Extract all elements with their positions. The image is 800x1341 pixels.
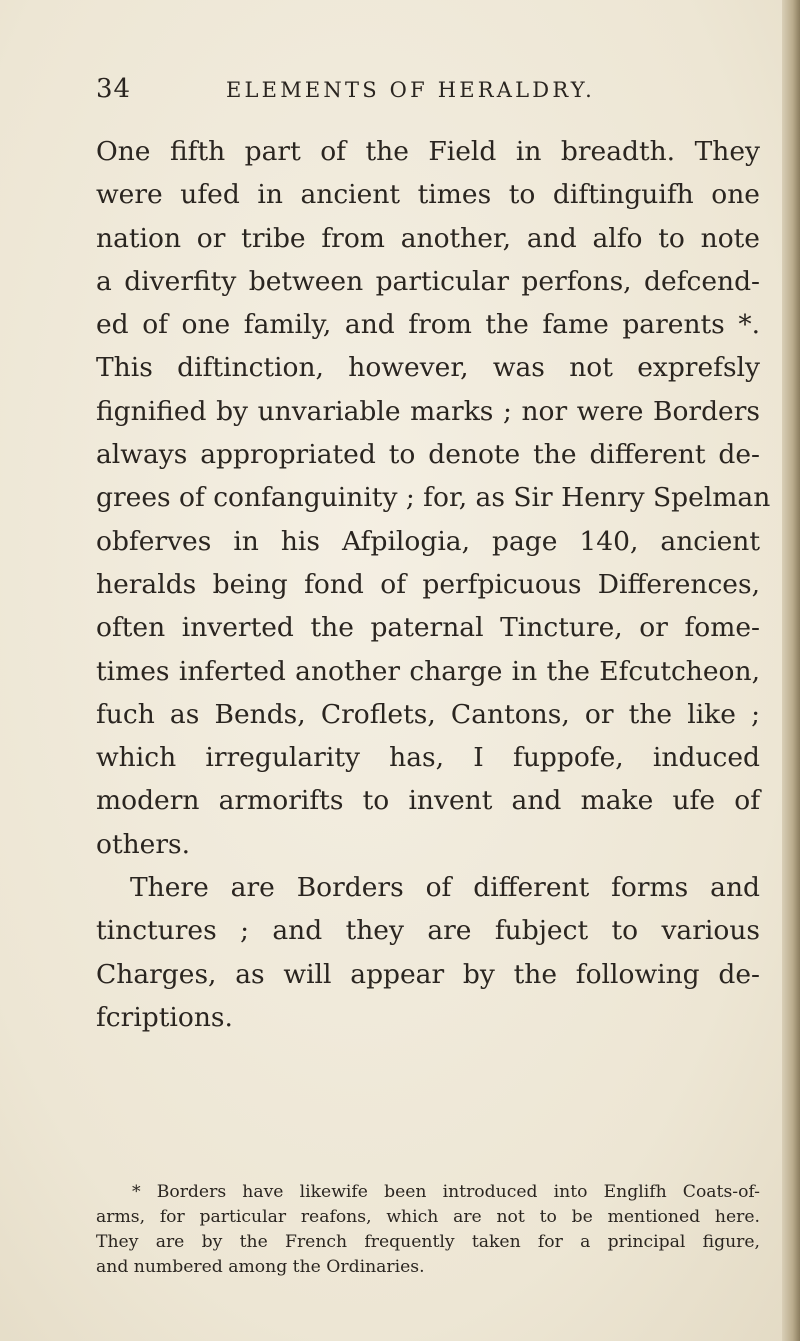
page-edge <box>782 0 800 1341</box>
body-line: a diverfity between particular perfons, defcend- <box>96 265 760 297</box>
body-line: nation or tribe from another, and alfo to note <box>96 222 760 254</box>
footnote-line: They are by the French frequently taken for a principal figure, <box>96 1232 760 1252</box>
page-header <box>96 74 656 114</box>
body-line: others. <box>96 828 191 860</box>
body-line: grees of confanguinity ; for, as Sir Henry Spelman <box>96 482 771 514</box>
body-line: fcriptions. <box>96 1001 233 1033</box>
footnote-line: and numbered among the Ordinaries. <box>96 1257 425 1277</box>
body-line: fuch as Bends, Croflets, Cantons, or the like ; <box>96 698 760 730</box>
body-line: always appropriated to denote the different de- <box>96 439 760 471</box>
body-line: tinctures ; and they are fubject to various <box>96 915 760 947</box>
footnote-line: arms, for particular reafons, which are not to be mentioned here. <box>96 1207 760 1227</box>
body-line: There are Borders of different forms and <box>130 872 760 904</box>
body-line: heralds being fond of perfpicuous Differences, <box>96 568 760 600</box>
page-number: 34 <box>96 74 132 104</box>
body-line: which irregularity has, I fuppofe, induced <box>96 742 760 774</box>
body-line: often inverted the paternal Tincture, or fome- <box>96 612 760 644</box>
body-line: were ufed in ancient times to diftinguifh one <box>96 179 760 211</box>
body-line: ed of one family, and from the fame parents *. <box>96 309 760 341</box>
footnote-line: * Borders have likewife been introduced into Englifh Coats-of- <box>132 1182 760 1202</box>
footnote <box>96 1180 760 1280</box>
body-line: modern armorifts to invent and make ufe of <box>96 785 760 817</box>
body-text <box>96 130 771 1039</box>
body-line: This diftinction, however, was not exprefsly <box>96 352 760 384</box>
body-line: obferves in his Afpilogia, page 140, ancient <box>96 525 760 557</box>
body-line: One fifth part of the Field in breadth. They <box>96 136 760 167</box>
body-line: Charges, as will appear by the following de- <box>96 958 760 990</box>
body-line: times inferted another charge in the Efcutcheon, <box>96 655 760 687</box>
running-head: ELEMENTS OF HERALDRY. <box>226 78 595 102</box>
body-line: fignified by unvariable marks ; nor were Borders <box>96 395 760 427</box>
